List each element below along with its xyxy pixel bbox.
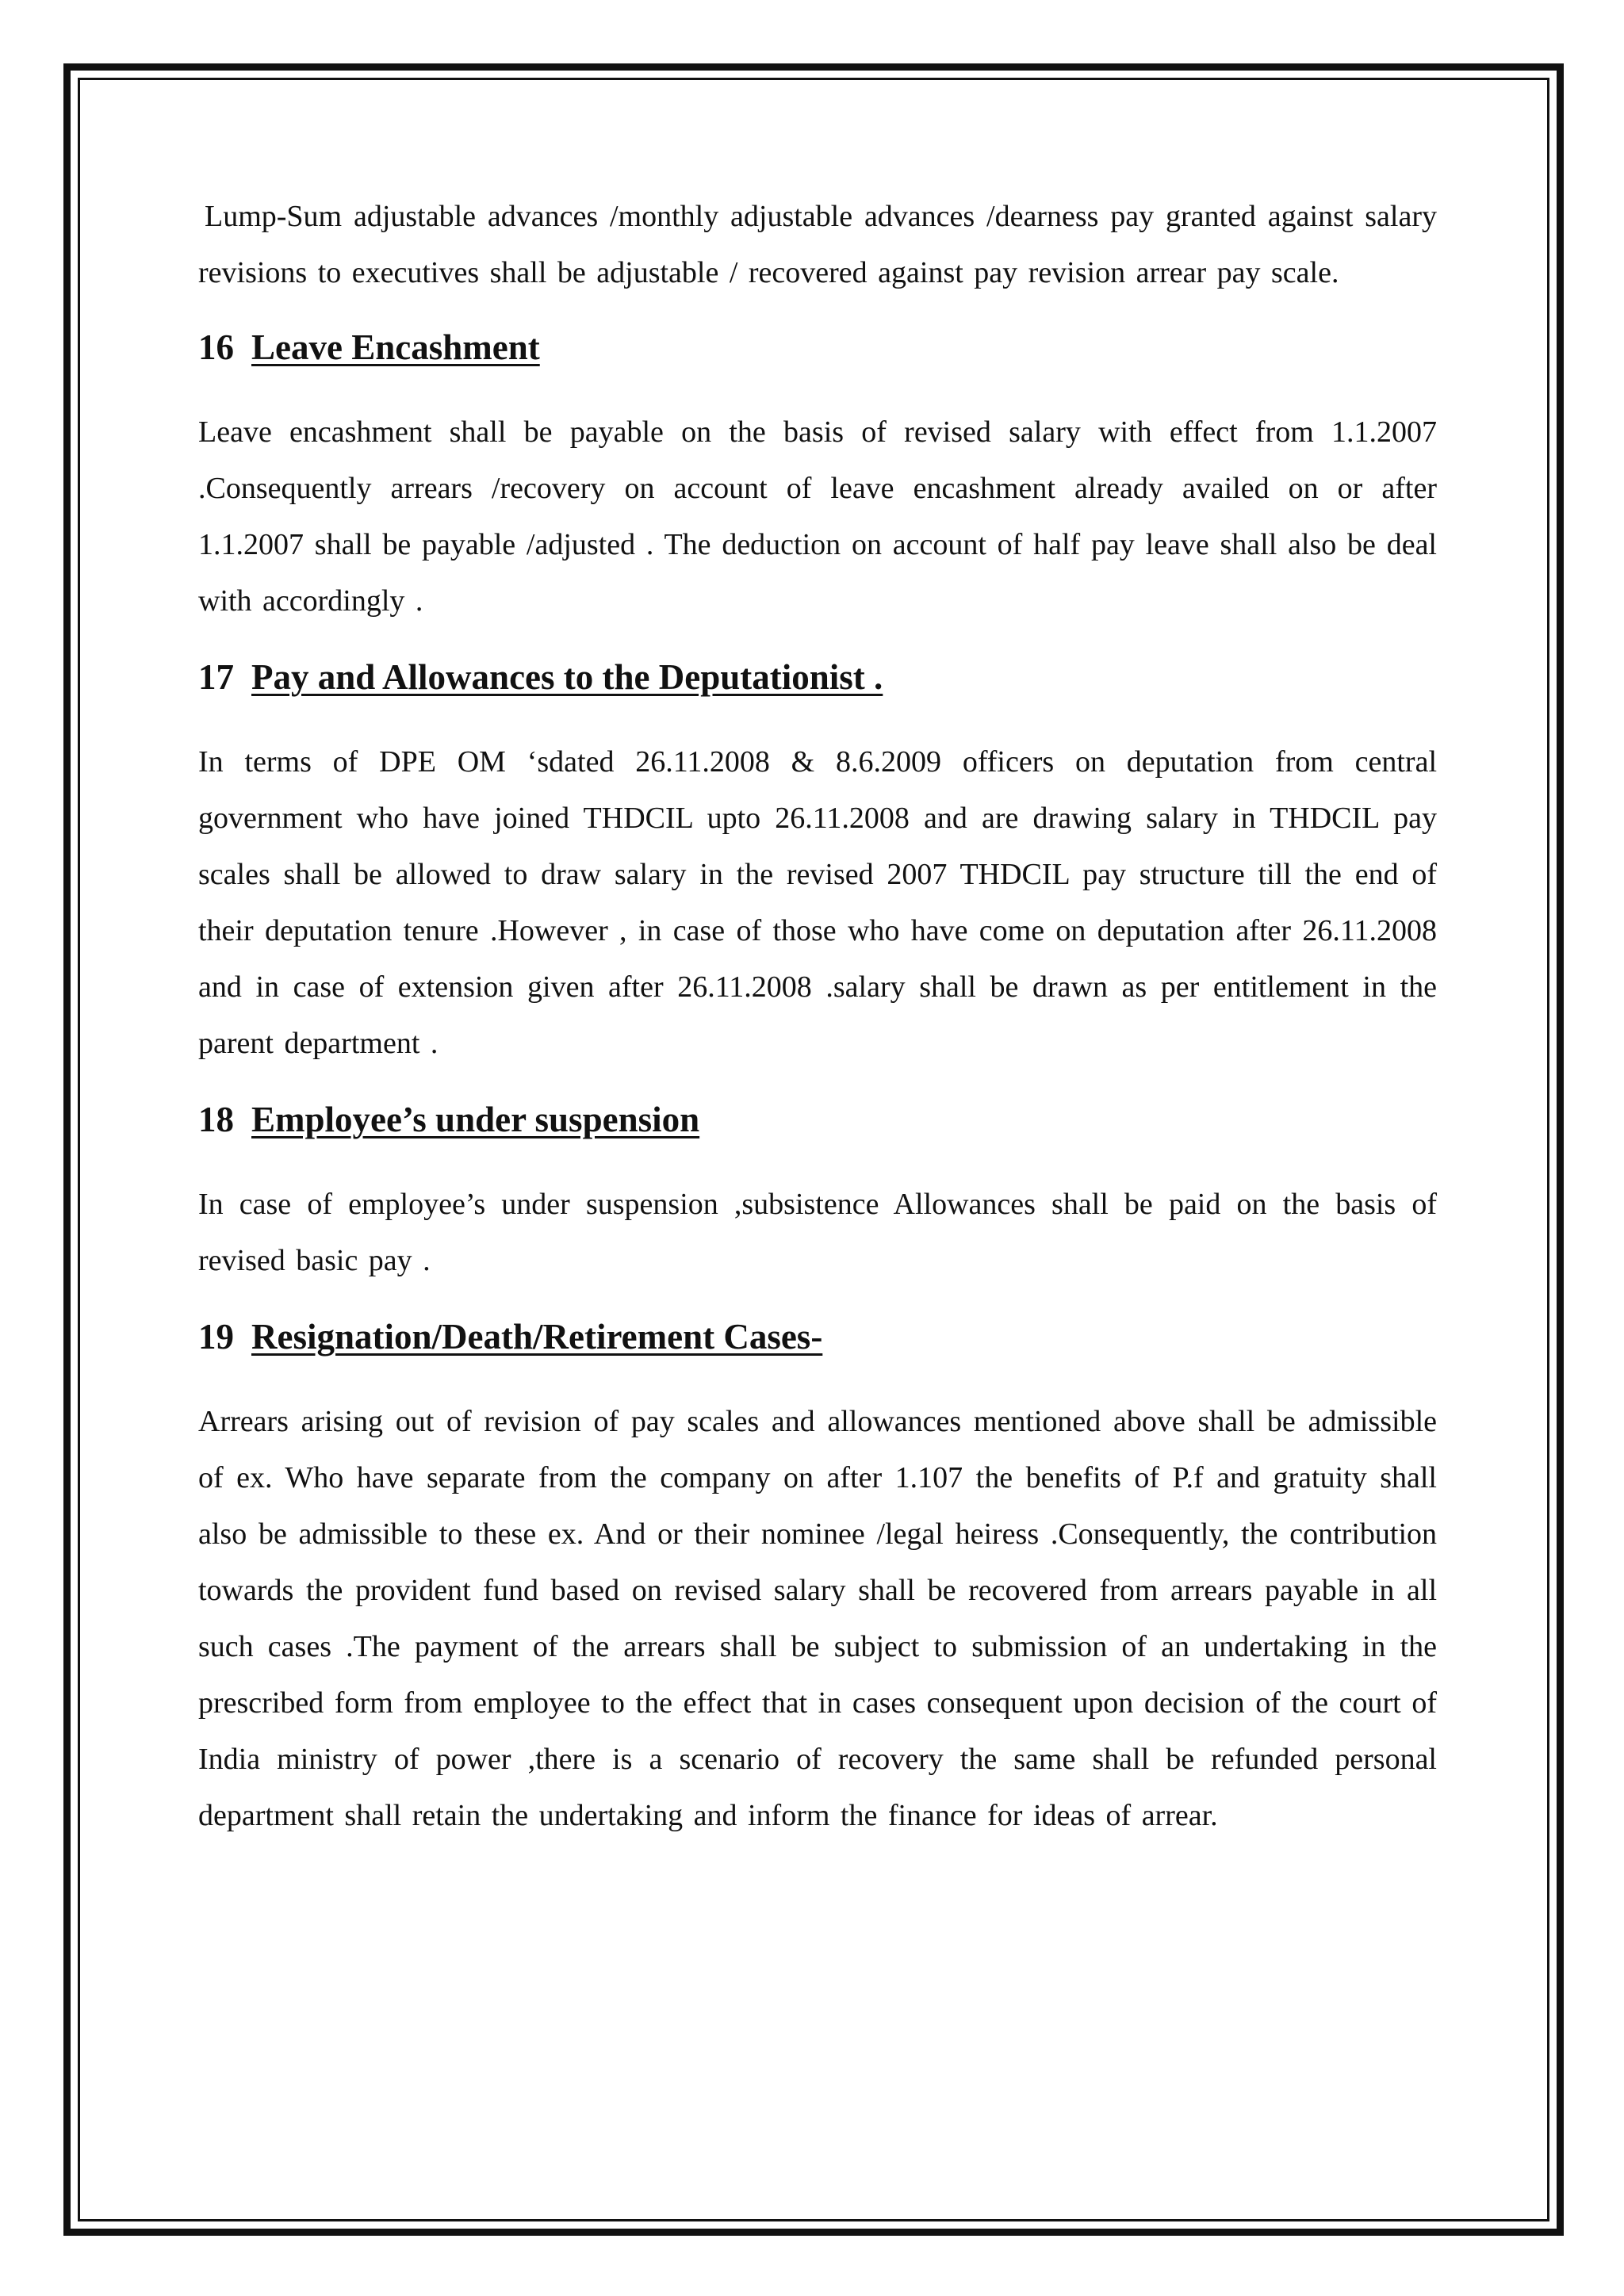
section-17-paragraph: In terms of DPE OM ‘sdated 26.11.2008 & 8.6.2009 officers on deputation from central government who have joined THDCIL upto 26.11.2008 and are drawing salary in THDCIL pay scales shall be allowed to draw salary in the revised 2007 THDCIL pay structure till the end of their deputation tenure .However , in case of those who have come on deputation after 26.11.2008 and in case of extension given after 26.11.2008 .salary shall be drawn as per entitlement in the parent department . bbox=[198, 745, 1437, 1060]
section-number: 18 bbox=[198, 1100, 234, 1139]
section-number: 16 bbox=[198, 327, 234, 367]
section-18-heading bbox=[198, 1096, 1437, 1143]
section-number: 17 bbox=[198, 657, 234, 697]
section-number: 19 bbox=[198, 1317, 234, 1357]
section-title: Employee’s under suspension bbox=[251, 1100, 700, 1139]
document-body bbox=[198, 189, 1437, 1844]
section-16-paragraph: Leave encashment shall be payable on the basis of revised salary with effect from 1.1.2007 .Consequently arrears /recovery on account of leave encashment already availed on or after 1.1.2007 shall be payable /adjusted . The deduction on account of half pay leave shall also be deal with accordingly . bbox=[198, 415, 1437, 618]
section-19-paragraph: Arrears arising out of revision of pay scales and allowances mentioned above shall be admissible of ex. Who have separate from the company on after 1.107 the benefits of P.f and gratuity shall also be admissible to these ex. And or their nominee /legal heiress .Consequently, the contribution towards the provident fund based on revised salary shall be recovered from arrears payable in all such cases .The payment of the arrears shall be subject to submission of an undertaking in the prescribed form from employee to the effect that in cases consequent upon decision of the court of India ministry of power ,there is a scenario of recovery the same shall be refunded personal department shall retain the undertaking and inform the finance for ideas of arrear. bbox=[198, 1405, 1437, 1832]
section-title: Resignation/Death/Retirement Cases- bbox=[251, 1317, 823, 1357]
section-19-heading bbox=[198, 1313, 1437, 1360]
section-title: Pay and Allowances to the Deputationist . bbox=[251, 657, 883, 697]
section-17-heading bbox=[198, 653, 1437, 701]
section-title: Leave Encashment bbox=[251, 327, 540, 367]
section-16-heading bbox=[198, 323, 1437, 371]
section-18-paragraph: In case of employee’s under suspension ,subsistence Allowances shall be paid on the basis of revised basic pay . bbox=[198, 1188, 1437, 1277]
intro-paragraph: Lump-Sum adjustable advances /monthly adjustable advances /dearness pay granted against salary revisions to executives shall be adjustable / recovered against pay revision arrear pay scale. bbox=[198, 200, 1437, 289]
